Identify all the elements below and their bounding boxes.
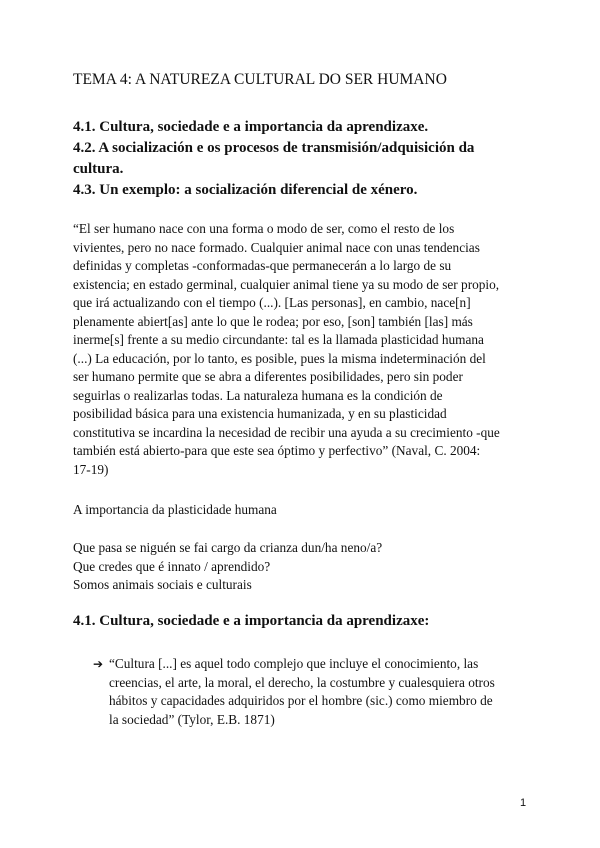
quote-line: plenamente abiert[as] ante lo que le rodea; por eso, [son] también [las] más xyxy=(73,313,473,329)
quote-line: existencia; en estado germinal, cualquier animal tiene ya su modo de ser propio, xyxy=(73,276,500,292)
question-line: Que pasa se niguén se fai cargo da crianza dun/ha neno/a? xyxy=(73,540,383,555)
document-title: TEMA 4: A NATUREZA CULTURAL DO SER HUMANO xyxy=(73,71,447,88)
quote-line: 17-19) xyxy=(73,461,109,477)
bullet-line: “Cultura [...] es aquel todo complejo que incluye el conocimiento, las xyxy=(109,656,479,671)
heading-4-1: 4.1. Cultura, sociedade e a importancia da aprendizaxe. xyxy=(73,119,429,135)
quote-line: (...) La educación, por lo tanto, es posible, pues la misma indeterminación del xyxy=(73,350,486,366)
quote-line: posibilidad básica para una existencia humanizada, y en su plasticidad xyxy=(73,406,447,421)
quote-line: también está abierto-para que este sea óptimo y perfectivo” (Naval, C. 2004: xyxy=(73,443,481,458)
quote-line: que irá actualizando con el tiempo (...). [Las personas], en cambio, nace[n] xyxy=(73,295,471,310)
naval-quote xyxy=(73,220,538,479)
quote-line: inerme[s] frente a su medio circundante: tal es la llamada plasticidad humana xyxy=(73,332,484,347)
questions-block xyxy=(73,539,382,595)
bullet-line: la sociedad” (Tylor, E.B. 1871) xyxy=(109,711,275,727)
bullet-line: creencias, el arte, la moral, el derecho, la costumbre y cualesquiera otros xyxy=(109,674,495,690)
page-number: 1 xyxy=(520,797,527,809)
heading-4-2-cont: cultura. xyxy=(73,161,124,177)
bullet-line: hábitos y capacidades adquiridos por el hombre (sic.) como miembro de xyxy=(109,693,493,708)
quote-line: seguirlas o realizarlas todas. La naturaleza humana es la condición de xyxy=(73,387,443,403)
heading-4-2: 4.2. A socialización e os procesos de transmisión/adquisición da xyxy=(73,140,475,156)
question-line: Somos animais sociais e culturais xyxy=(73,577,252,592)
quote-line: constitutiva se incardina la necesidad de recibir una ayuda a su crecimiento -que xyxy=(73,424,500,440)
section-heading-4-1: 4.1. Cultura, sociedade e a importancia da aprendizaxe: xyxy=(73,613,430,629)
quote-line: vivientes, pero no nace formado. Cualquier animal nace con unas tendencias xyxy=(73,239,480,255)
heading-4-3: 4.3. Un exemplo: a socialización diferencial de xénero. xyxy=(73,182,418,198)
quote-line: ser humano permite que se abra a diferentes posibilidades, pero sin poder xyxy=(73,369,463,384)
quote-line: “El ser humano nace con una forma o modo de ser, como el resto de los xyxy=(73,221,455,236)
arrow-bullet-icon: ➔ xyxy=(93,657,104,671)
topic-headings xyxy=(73,117,528,201)
plasticity-line: A importancia da plasticidade humana xyxy=(73,502,277,517)
question-line: Que credes que é innato / aprendido? xyxy=(73,558,271,574)
quote-line: definidas y completas -conformadas-que permanecerán a lo largo de su xyxy=(73,258,452,273)
tylor-quote xyxy=(109,655,529,729)
